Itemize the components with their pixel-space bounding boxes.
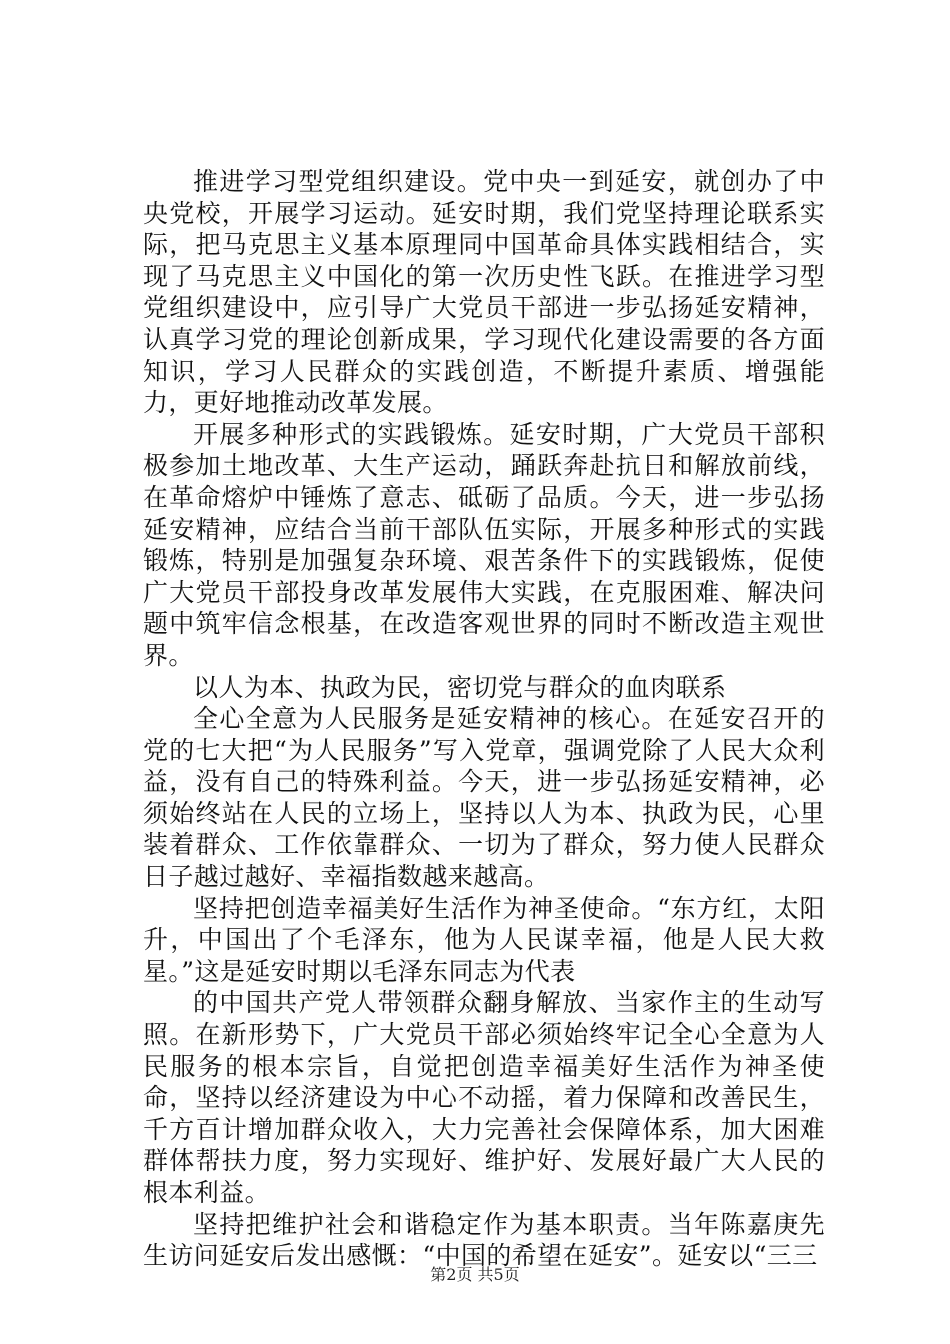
- paragraph-2: 开展多种形式的实践锻炼。延安时期，广大党员干部积极参加土地改革、大生产运动，踊跃奔赴抗日和解放前线，在革命熔炉中锤炼了意志、砥砺了品质。今天，进一步弘扬延安精神，应结合当前干部队伍实际，开展多种形式的实践锻炼，特别是加强复杂环境、艰苦条件下的实践锻炼，促使广大党员干部投身改革发展伟大实践，在克服困难、解决问题中筑牢信念根基，在改造客观世界的同时不断改造主观世界。: [143, 419, 825, 670]
- paragraph-5: 的中国共产党人带领群众翻身解放、当家作主的生动写照。在新形势下，广大党员干部必须始终牢记全心全意为人民服务的根本宗旨，自觉把创造幸福美好生活作为神圣使命，坚持以经济建设为中心不动摇，着力保障和改善民生，千方百计增加群众收入，大力完善社会保障体系，加大困难群体帮扶力度，努力实现好、维护好、发展好最广大人民的根本利益。: [143, 988, 825, 1207]
- document-body: [143, 166, 825, 1272]
- paragraph-6: 坚持把维护社会和谐稳定作为基本职责。当年陈嘉庚先生访问延安后发出感慨：“中国的希望在延安”。延安以“三三: [143, 1209, 825, 1271]
- paragraph-1: 推进学习型党组织建设。党中央一到延安，就创办了中央党校，开展学习运动。延安时期，我们党坚持理论联系实际，把马克思主义基本原理同中国革命具体实践相结合，实现了马克思主义中国化的第一次历史性飞跃。在推进学习型党组织建设中，应引导广大党员干部进一步弘扬延安精神，认真学习党的理论创新成果，学习现代化建设需要的各方面知识，学习人民群众的实践创造，不断提升素质、增强能力，更好地推动改革发展。: [143, 167, 825, 418]
- section-heading: 以人为本、执政为民，密切党与群众的血肉联系: [193, 672, 727, 702]
- paragraph-3: 全心全意为人民服务是延安精神的核心。在延安召开的党的七大把“为人民服务”写入党章，强调党除了人民大众利益，没有自己的特殊利益。今天，进一步弘扬延安精神，必须始终站在人民的立场上，坚持以人为本、执政为民，心里装着群众、工作依靠群众、一切为了群众，努力使人民群众日子越过越好、幸福指数越来越高。: [143, 704, 825, 892]
- page-number: 第2页 共5页: [430, 1265, 520, 1284]
- paragraph-4: 坚持把创造幸福美好生活作为神圣使命。“东方红，太阳升，中国出了个毛泽东，他为人民谋幸福，他是人民大救星。”这是延安时期以毛泽东同志为代表: [143, 893, 825, 986]
